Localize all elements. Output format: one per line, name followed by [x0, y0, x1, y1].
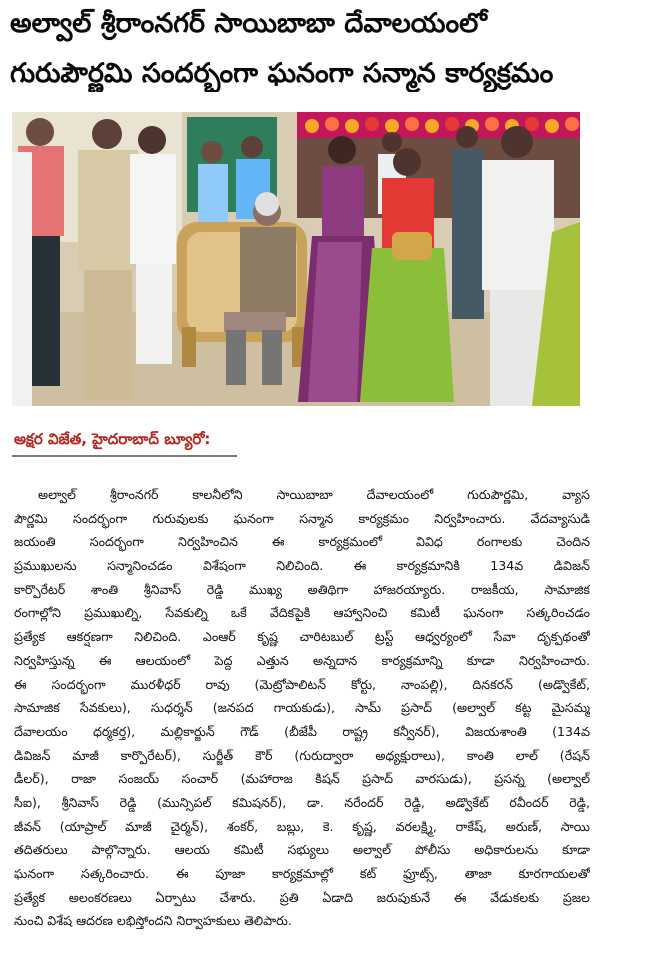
article-line: డివిజన్ మాజీ కార్పొరేటర్), సుర్జీత్ కౌర్ (గురుద్వారా అధ్యక్షురాలు), కాంతి లాల్ (రేషన్: [14, 747, 590, 763]
article-line: జీవన్ (యాప్రాల్ మాజీ చైర్మన్), శంకర్, బబ్లు, కె. కృష్ణ, వరలక్ష్మి, రాకేష్, అరుణ్, సాయి: [14, 818, 590, 834]
photo-person-edge: [12, 152, 32, 406]
headline-line-2: గురుపౌర్ణమి సందర్భంగా ఘనంగా సన్మాన కార్యక్రమం: [10, 58, 554, 89]
article-line: అల్వాల్ శ్రీరాంనగర్ కాలనీలోని సాయిబాబా దేవాలయంలో గురుపౌర్ణమి, వ్యాస: [38, 487, 590, 502]
article-line: ఘనంగా సత్కరించారు. ఈ పూజా కార్యక్రమాల్లో కట్ ఫ్రూట్స్, తాజా కూరగాయలతో: [14, 866, 590, 881]
byline-underline: [12, 455, 237, 457]
article-line: తదితరులు పాల్గొన్నారు. ఆలయ కమిటీ సభ్యులు అల్వాల్ పోలీసు అధికారులను కూడా: [14, 842, 590, 858]
article-line: డీలర్), రాజా సంజయ్ సంచార్ (మహారాజ కిషన్ ప్రసాద్ వారసుడు), ప్రసన్న (అల్వాల్: [14, 771, 590, 787]
article-line: సీఐ), శ్రీనివాస్ రెడ్డి (మున్సిపల్ కమిషనర్), డా. నరేందర్ రెడ్డి, అడ్వొకేట్ రవీందర్ రెడ్డి,: [14, 794, 590, 810]
photo-person-white-shirt: [130, 126, 176, 364]
article-line: దేవాలయం ధర్మకర్త), మల్లికార్జున్ గౌడ్ (బీజేపీ రాష్ట్ర కన్వీనర్), విజయశాంతి (134వ: [14, 723, 590, 739]
article-line: సామాజిక సేవకులు), సుధర్శన్ (జనపద గాయకుడు), సామ్ ప్రసాద్ (అల్వాల్ కట్ట మైసమ్మ: [14, 700, 590, 716]
article-line: నిర్వహిస్తున్న ఈ ఆలయంలో పెద్ద ఎత్తున అన్నదాన కార్యక్రమాన్ని కూడా నిర్వహించారు.: [14, 652, 590, 668]
article-line: రంగాల్లోని ప్రముఖుల్ని, సేవకుల్ని ఒకే వేదికపైకి ఆహ్వానించి కమిటీ ఘనంగా సత్కరించడం: [14, 605, 590, 621]
byline: అక్షర విజేత, హైదరాబాద్ బ్యూరో:: [14, 430, 211, 448]
article-line: ప్రముఖులను సన్మానించడం విశేషంగా నిలిచింది. ఈ కార్యక్రమానికి 134వ డివిజన్: [14, 558, 590, 574]
article-line: పౌర్ణమి సందర్భంగా గురువులకు ఘనంగా సన్మాన కార్యక్రమం నిర్వహించారు. వేదవ్యాసుడి: [14, 510, 590, 526]
photo-person-beige-kurta: [78, 119, 138, 400]
headline-line-1: అల్వాల్ శ్రీరాంనగర్ సాయిబాబా దేవాలయంలో: [10, 8, 487, 39]
article-line: నుంచి విశేష ఆదరణ లభిస్తోందని నిర్వాహకులు తెలిపారు.: [14, 913, 292, 929]
group-photo-illustration: [12, 112, 580, 406]
article-line: ప్రత్యేక ఆకర్షణగా నిలిచింది. ఎంఆర్ కృష్ణ చారిటబుల్ ట్రస్ట్ ఆధ్వర్యంలో సేవా దృక్పథంతో: [14, 629, 590, 645]
article-line: జయంతి సందర్భంగా నిర్వహించిన ఈ కార్యక్రమంలో వివిధ రంగాలకు చెందిన: [14, 534, 590, 550]
article-line: ఈ సందర్భంగా మురళీధర్ రావు (మెట్రోపాలిటన్ కోర్టు, నాంపల్లి), దినకరన్ (అడ్వొకేట్,: [14, 676, 590, 692]
article-body: [14, 483, 590, 933]
article-line: ప్రత్యేక అలంకరణలు ఏర్పాటు చేశారు. ప్రతి ఏడాది జరుపుకునే ఈ వేడుకలకు ప్రజల: [14, 889, 590, 905]
article-line: కార్పొరేటర్ శాంతి శ్రీనివాస్ రెడ్డి ముఖ్య అతిథిగా హాజరయ్యారు. రాజకీయ, సామాజిక: [14, 581, 590, 597]
news-photo: [12, 112, 580, 406]
